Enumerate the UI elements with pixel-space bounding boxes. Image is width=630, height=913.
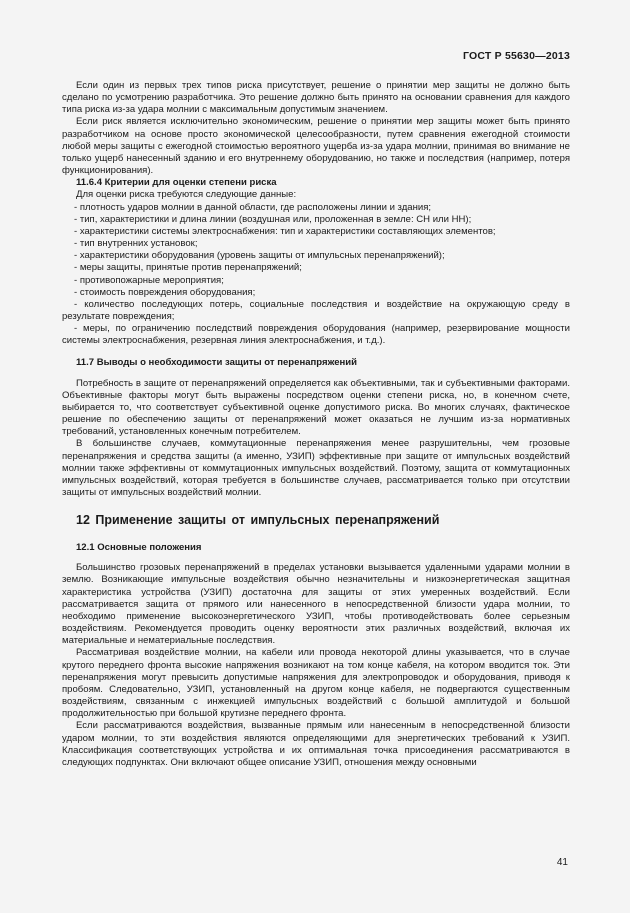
list-item: - характеристики оборудования (уровень защиты от импульсных перенапряжений);	[74, 250, 445, 262]
list-item: - тип внутренних установок;	[74, 238, 198, 250]
paragraph: Если один из первых трех типов риска присутствует, решение о принятии мер защиты не должно быть сделано по усмотрению разработчика. Это решение должно быть принято на основании сравнения для каждого типа риска из-за удара молнии с максимальным допустимым значением.	[62, 80, 570, 116]
list-item: - меры защиты, принятые против перенапряжений;	[74, 262, 302, 274]
list-item: - меры, по ограничению последствий повреждения оборудования (например, резервирование мощности системы электроснабжения, резервная линия электроснабжения, и т.д.).	[62, 323, 570, 347]
page-content	[62, 80, 570, 769]
paragraph: Большинство грозовых перенапряжений в пределах установки вызывается удаленными ударами молнии в землю. Возникающие импульсные воздействия обычно незначительны и низкоэнергетическая защитная характеристика устройства (УЗИП) достаточна для защиты от этих умеренных воздействий. Если рассматривается защита от прямого или нанесенного в непосредственной близости удара молнии, то необходимо применение высокоэнергетического УЗИП, чтобы противодействовать более серьезным воздействиям. Рекомендуется проводить оценку вероятности этих различных воздействий, включая их материальные и нематериальные последствия.	[62, 562, 570, 647]
list-item: - характеристики системы электроснабжения: тип и характеристики составляющих элементов;	[74, 225, 496, 237]
subsection-title-11-6-4: 11.6.4 Критерии для оценки степени риска	[76, 177, 277, 189]
list-item: - тип, характеристики и длина линии (воздушная или, проложенная в земле: СН или НН);	[74, 213, 472, 225]
paragraph: Для оценки риска требуются следующие данные:	[76, 189, 297, 201]
page-number: 41	[556, 857, 568, 868]
subsection-title-12-1: 12.1 Основные положения	[76, 542, 202, 554]
list-item: - противопожарные мероприятия;	[74, 274, 224, 286]
document-id-header: ГОСТ Р 55630—2013	[462, 50, 570, 62]
paragraph: Потребность в защите от перенапряжений определяется как объективными, так и субъективными факторами. Объективные факторы могут быть выражены посредством оценки степени риска, но, в конечном счете, выбирается то, что соответствует субъективной оценке допустимого риска. Во многих случаях, фактическое решение по обеспечению защиты от перенапряжений может оказаться не лучшим из-за нормативных требований, установленных конечным потребителем.	[62, 377, 570, 438]
section-title-12: 12 Применение защиты от импульсных перенапряжений	[76, 513, 440, 528]
paragraph: Если риск является исключительно экономическим, решение о принятии мер защиты может быть принято разработчиком на основе просто экономической целесообразности, путем сравнения ежегодной стоимости любой меры защиты с ежегодной стоимостью вероятного ущерба из-за удара молнии, принимая во внимание не только ущерб нанесенный зданию и его внутреннему оборудованию, но также и последствия (например, потеря функционирования).	[62, 116, 570, 177]
subsection-title-11-7: 11.7 Выводы о необходимости защиты от перенапряжений	[76, 357, 358, 369]
list-item: - количество последующих потерь, социальные последствия и воздействие на окружающую среду в результате повреждения;	[62, 298, 570, 322]
paragraph: В большинстве случаев, коммутационные перенапряжения менее разрушительны, чем грозовые перенапряжения и средства защиты (а именно, УЗИП) эффективные при защите от импульсных воздействий молнии также эффективны от коммутационных импульсных воздействий. Поэтому, защита от коммутационных импульсных воздействий, которая требуется в большинстве случаев, рассматривается только при отсутствии защиты от импульсных воздействий молнии.	[62, 438, 570, 498]
list-item: - стоимость повреждения оборудования;	[74, 286, 256, 298]
paragraph: Рассматривая воздействие молнии, на кабели или провода некоторой длины указывается, что в случае крутого переднего фронта высокие напряжения возникают на том конце кабеля, на котором вводится ток. Эти перенапряжения могут превысить допустимые напряжения для электропроводок и оборудования, приводя к пробоям. Следовательно, УЗИП, установленный на другом конце кабеля, не подвергаются существенным воздействиям, связанным с инжекцией импульсных воздействий с большой амплитудой и большой продолжительностью при большой крутизне переднего фронта.	[62, 647, 570, 720]
paragraph: Если рассматриваются воздействия, вызванные прямым или нанесенным в непосредственной близости ударом молнии, то эти воздействия являются определяющими для энергетических требований к УЗИП. Классификация соответствующих устройства и их оптимальная точка присоединения рассматриваются в следующих подпунктах. Они включают общее описание УЗИП, отношения между основными	[62, 720, 570, 768]
list-item: - плотность ударов молнии в данной области, где расположены линии и здания;	[74, 201, 432, 213]
